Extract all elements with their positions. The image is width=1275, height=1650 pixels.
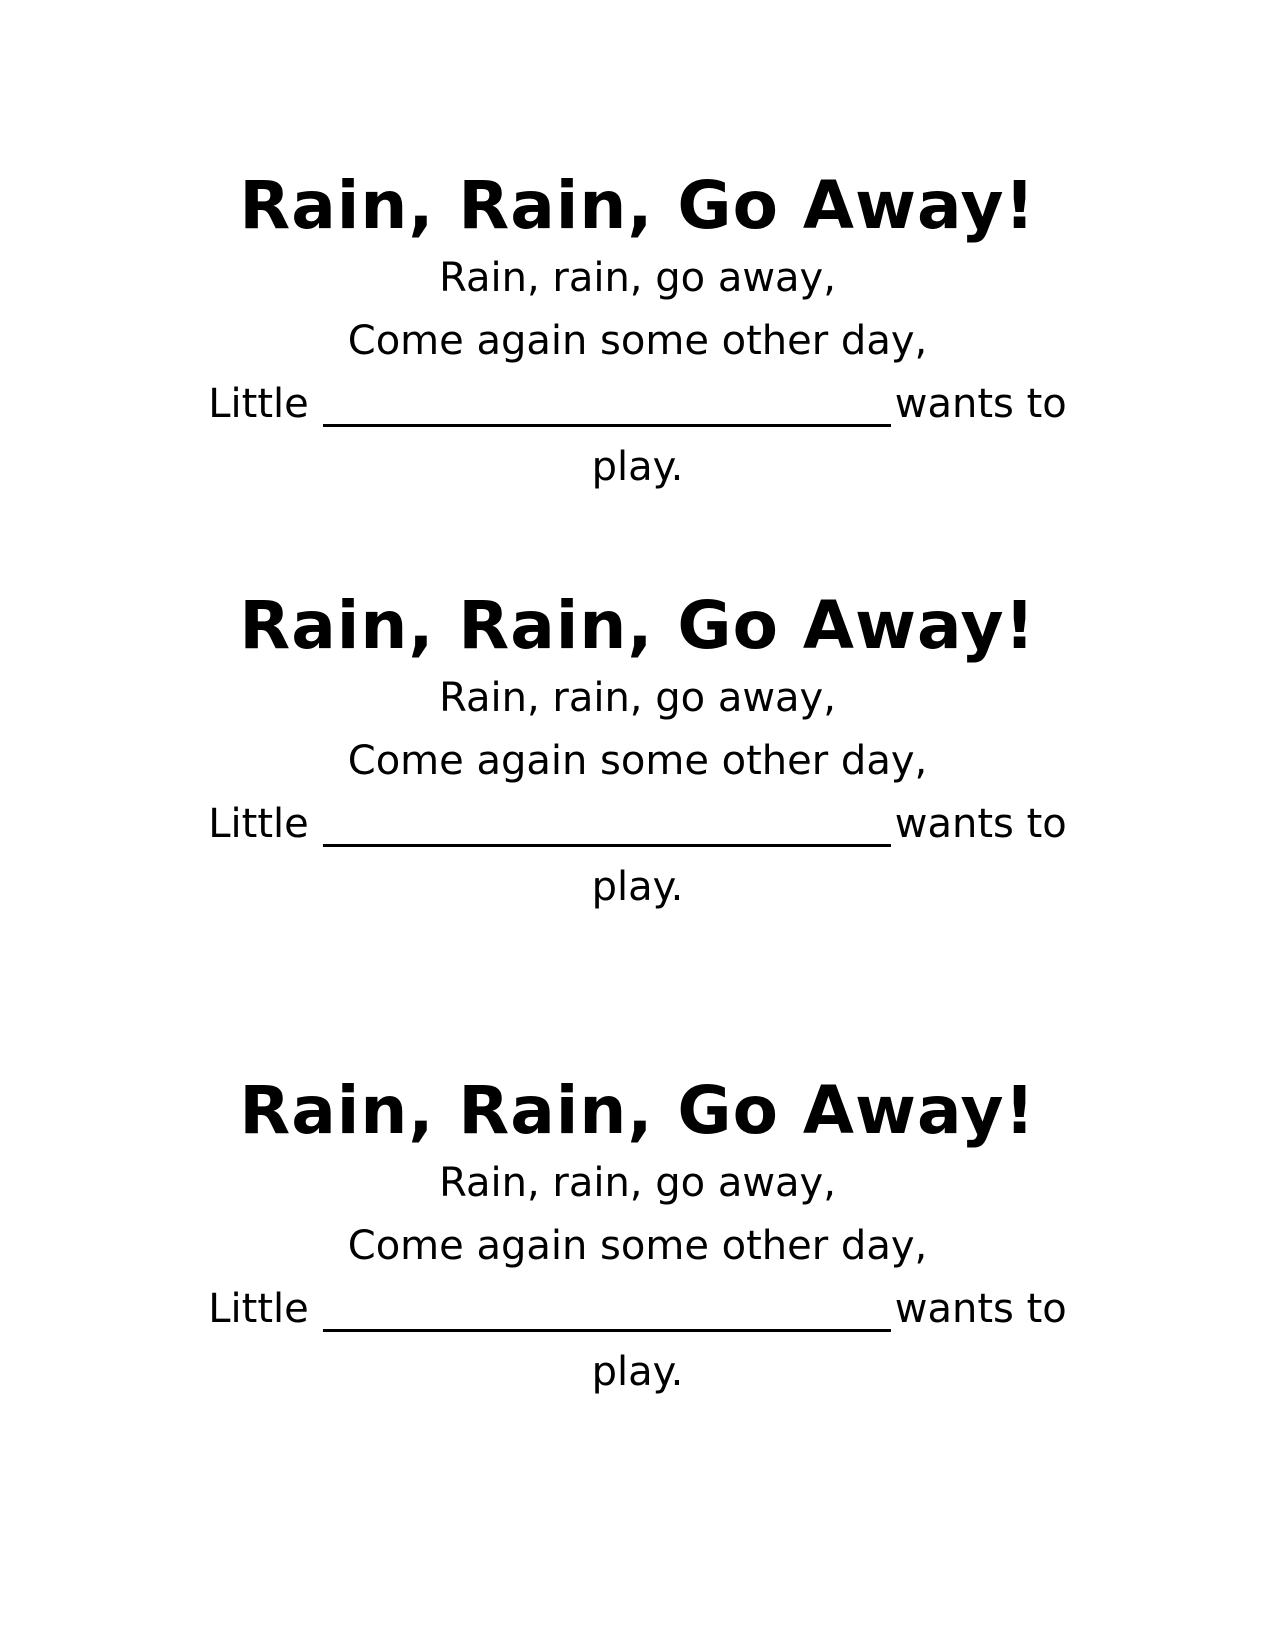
verse-line-4: play. [591, 1349, 684, 1395]
verse-title: Rain, Rain, Go Away! [239, 1072, 1036, 1149]
verse-line-2: Come again some other day, [347, 1223, 928, 1269]
verse-line-1: Rain, rain, go away, [439, 255, 836, 301]
verse-line-3 [0, 373, 1275, 436]
line-3-before-text: Little [208, 1286, 309, 1332]
verse-3 [0, 1070, 1275, 1404]
verse-line-3 [0, 1278, 1275, 1341]
line-3-before-text: Little [208, 381, 309, 427]
name-blank[interactable] [323, 804, 891, 847]
verse-line-2: Come again some other day, [347, 738, 928, 784]
line-3-after-text: wants to [894, 801, 1067, 847]
verse-line-4: play. [591, 444, 684, 490]
name-blank[interactable] [323, 384, 891, 427]
verse-line-1: Rain, rain, go away, [439, 675, 836, 721]
name-blank[interactable] [323, 1289, 891, 1332]
verse-title: Rain, Rain, Go Away! [239, 167, 1036, 244]
verse-1 [0, 165, 1275, 499]
line-3-after-text: wants to [894, 381, 1067, 427]
line-3-after-text: wants to [894, 1286, 1067, 1332]
verse-line-4: play. [591, 864, 684, 910]
verse-line-2: Come again some other day, [347, 318, 928, 364]
verse-title: Rain, Rain, Go Away! [239, 587, 1036, 664]
verse-line-3 [0, 793, 1275, 856]
verse-2 [0, 585, 1275, 919]
verse-line-1: Rain, rain, go away, [439, 1160, 836, 1206]
line-3-before-text: Little [208, 801, 309, 847]
